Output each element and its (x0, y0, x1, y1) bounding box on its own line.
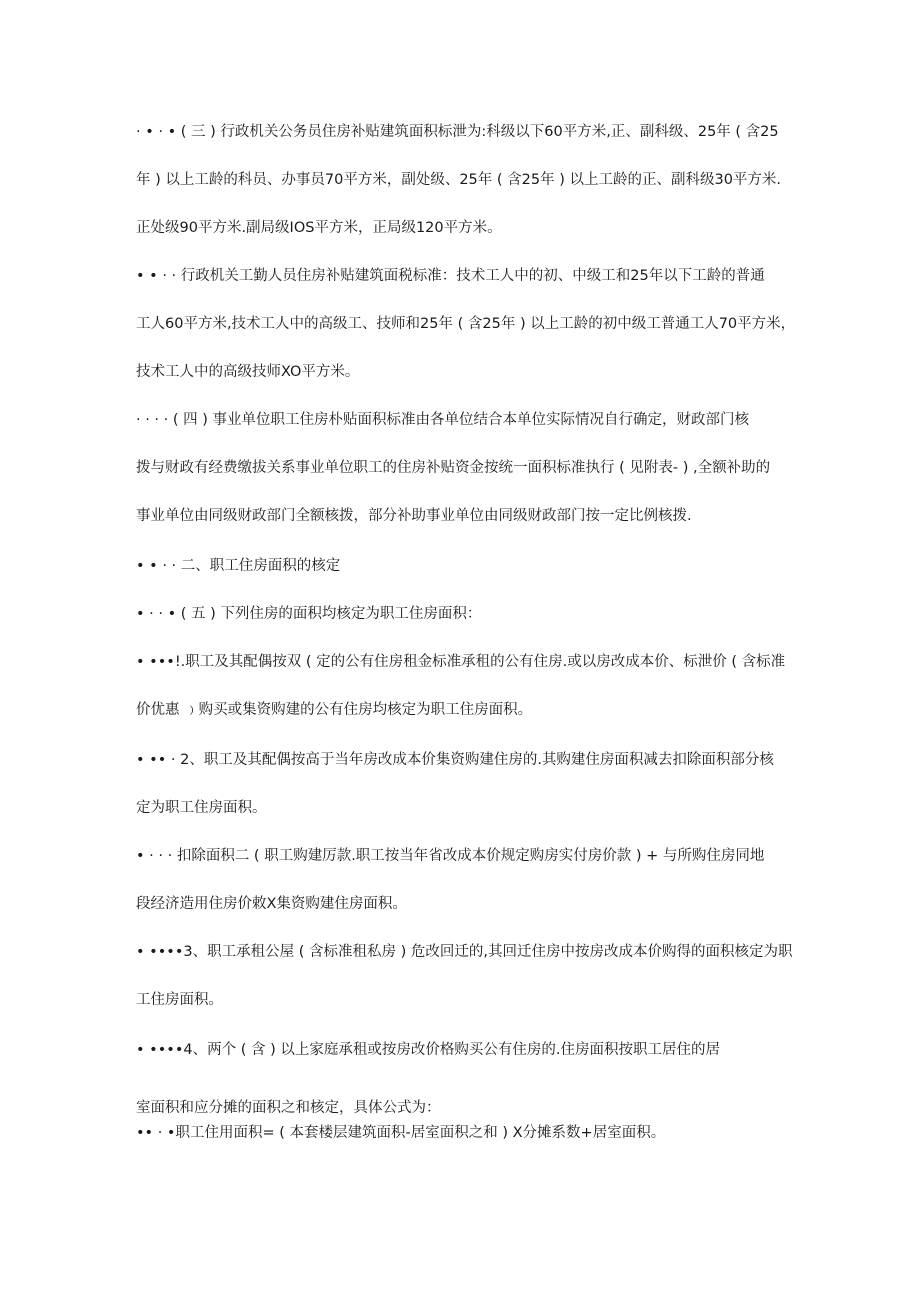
paragraph-line-16: • · · · 扣除面积二 ( 职工购建厉款.职工按当年省改成本价规定购房实付房价款 ) + 与所购住房同地 (136, 848, 765, 864)
paragraph-line-20: • ••••4、两个 ( 含 ) 以上家庭承租或按房改价格购买公有住房的.住房面积按职工居住的居 (136, 1042, 720, 1058)
paragraph-line-7: · · · · ( 四 ) 事业单位职工住房朴贴面积标准由各单位结合本单位实际情况自行确定，财政部门核 (136, 412, 750, 428)
paragraph-line-5: 工人60平方米,技术工人中的高级工、技师和25年 ( 含25年 ) 以上工龄的初中级工普通工人70平方米， (136, 316, 796, 332)
paragraph-line-6: 技术工人中的高级技师XO平方米。 (136, 364, 360, 380)
paragraph-line-18: • ••••3、职工承租公屋 ( 含标准租私房 ) 危改回迁的,其回迁住房中按房改成本价购得的面积核定为职 (136, 944, 793, 960)
paragraph-line-17: 段经济造用住房价敕X集资购建住房面积。 (136, 896, 407, 912)
paragraph-line-14: • •• · 2、职工及其配偶按高于当年房改成本价集资购建住房的.其购建住房面积减去扣除面积部分核 (136, 752, 774, 768)
paragraph-line-8: 拨与财政有经费缴拔关系事业单位职工的住房补贴资金按统一面积标准执行 ( 见附表- ) ,全额补助的 (136, 460, 771, 476)
paragraph-line-2: 年 ) 以上工龄的科员、办事员70平方米，副处级、25年 ( 含25年 ) 以上工龄的正、副科级30平方米. (136, 172, 782, 188)
paragraph-line-9: 事业单位由同级财政部门全额核拨，部分补助事业单位由同级财政部门按一定比例核拨. (136, 508, 692, 524)
paragraph-line-11: • · · • ( 五 ) 下列住房的面积均核定为职工住房面积： (136, 606, 482, 622)
section-heading: • • · · 二、职工住房面积的核定 (136, 558, 341, 574)
paragraph-line-13: 价优惠 ﹚购买或集资购建的公有住房均核定为职工住房面积。 (136, 702, 533, 718)
paragraph-line-19: 工住房面积。 (136, 992, 223, 1008)
paragraph-line-3: 正处级90平方米.副局级IOS平方米，正局级120平方米。 (136, 220, 502, 236)
paragraph-line-1: · • · • ( 三 ) 行政机关公务员住房补贴建筑面积标泄为:科级以下60平方米,正、副科级、25年 ( 含25 (136, 124, 779, 140)
formula-line: •• · •职工住用面积= ( 本套楼层建筑面积-居室面积之和 ) X分摊系数+居室面积。 (136, 1125, 666, 1141)
paragraph-line-4: • • · · 行政机关工勤人员住房补贴建筑面税标准：技术工人中的初、中级工和25年以下工龄的普通 (136, 268, 765, 284)
paragraph-line-21: 室面积和应分摊的面积之和核定，具体公式为： (136, 1100, 441, 1116)
paragraph-line-15: 定为职工住房面积。 (136, 800, 267, 816)
paragraph-line-12: • •••!.职工及其配偶按双 ( 定的公有住房租金标准承租的公有住房.或以房改成本价、标泄价 ( 含标准 (136, 654, 786, 670)
